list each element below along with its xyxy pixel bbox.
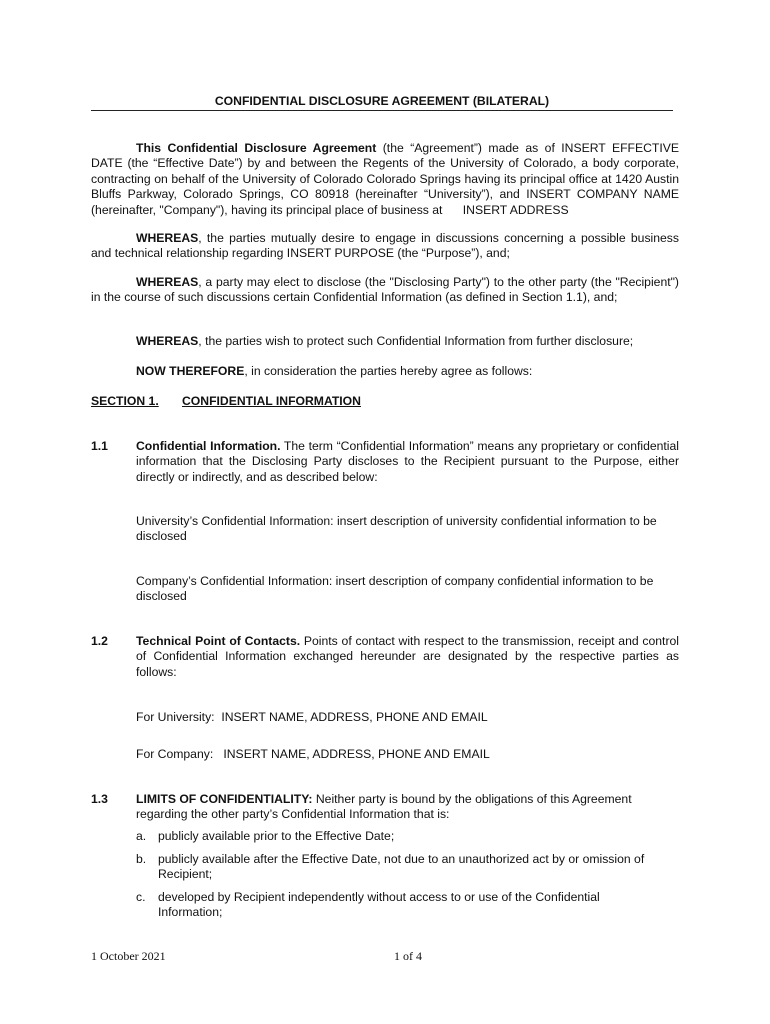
clause-1-3-text <box>136 792 656 823</box>
intro-paragraph <box>91 141 679 218</box>
whereas-bold: WHEREAS <box>136 334 199 348</box>
list-item-text: publicly available after the Effective Date, not due to an unauthorized act by or omission of Recipient; <box>158 852 645 882</box>
intro-bold: This Confidential Disclosure Agreement <box>136 141 377 155</box>
list-item-text: developed by Recipient independently without access to or use of the Confidential Information; <box>158 890 600 920</box>
clause-body: Neither party is bound by the obligations of this Agreement regarding the other party’s Confidential Information that is: <box>136 792 632 822</box>
whereas-text: , the parties mutually desire to engage in discussions concerning a possible business and technical relationship regarding INSERT PURPOSE (the “Purpose”), and; <box>91 231 679 261</box>
clause-body: Points of contact with respect to the transmission, receipt and control of Confidential Information exchanged hereunder are designated by the respective parties as follows: <box>136 634 679 679</box>
list-item-label: b. <box>136 852 147 866</box>
list-item-label: a. <box>136 829 147 843</box>
whereas-bold: WHEREAS <box>136 275 199 289</box>
therefore-bold: NOW THEREFORE <box>136 364 245 378</box>
university-contact: For University: INSERT NAME, ADDRESS, PHONE AND EMAIL <box>136 710 488 724</box>
whereas-paragraph-2 <box>91 275 679 306</box>
intro-text: (the “Agreement”) made as of INSERT EFFECTIVE DATE (the “Effective Date”) by and between the Regents of the University of Colorado, a body corporate, contracting on behalf of the University of Colorado Colorado Springs having its principal office at 1420 Austin Bluffs Parkway, Colorado Springs, CO 80918 (hereinafter “University”), and INSERT COMPANY NAME (hereinafter, "Company"), having its principal place of business at INSERT ADDRESS <box>91 141 679 217</box>
university-confidential-info: University’s Confidential Information: insert description of university confidential information to be disclosed <box>136 514 657 544</box>
section-1-title: CONFIDENTIAL INFORMATION <box>182 394 361 408</box>
clause-body: The term “Confidential Information” means any proprietary or confidential information that the Disclosing Party discloses to the Recipient pursuant to the Purpose, either directly or indirectly, and as described below: <box>136 439 679 484</box>
footer-date: 1 October 2021 <box>91 949 166 963</box>
clause-1-1-number: 1.1 <box>91 439 108 453</box>
whereas-bold: WHEREAS <box>136 231 199 245</box>
section-1-number: SECTION 1. <box>91 394 159 408</box>
whereas-text: , the parties wish to protect such Confidential Information from further disclosure; <box>198 334 634 348</box>
clause-1-2-number: 1.2 <box>91 634 108 648</box>
list-item-text: publicly available prior to the Effective Date; <box>158 829 395 843</box>
clause-heading: LIMITS OF CONFIDENTIALITY: <box>136 792 313 806</box>
clause-heading: Confidential Information. <box>136 439 281 453</box>
whereas-paragraph-1 <box>91 231 679 262</box>
clause-1-3-number: 1.3 <box>91 792 108 806</box>
footer-page-number: 1 of 4 <box>394 949 422 963</box>
clause-1-1-text <box>136 439 679 485</box>
clause-1-2-text <box>136 634 679 680</box>
document-title: CONFIDENTIAL DISCLOSURE AGREEMENT (BILATERAL) <box>91 94 673 111</box>
company-confidential-info: Company’s Confidential Information: insert description of company confidential information to be disclosed <box>136 574 654 604</box>
company-contact: For Company: INSERT NAME, ADDRESS, PHONE AND EMAIL <box>136 747 490 761</box>
list-item-label: c. <box>136 890 146 904</box>
whereas-paragraph-3 <box>136 334 679 349</box>
whereas-text: , a party may elect to disclose (the "Disclosing Party") to the other party (the "Recipient") in the course of such discussions certain Confidential Information (as defined in Section 1.1), and; <box>91 275 679 305</box>
clause-heading: Technical Point of Contacts. <box>136 634 301 648</box>
therefore-text: , in consideration the parties hereby agree as follows: <box>244 364 533 378</box>
therefore-paragraph <box>136 364 679 379</box>
